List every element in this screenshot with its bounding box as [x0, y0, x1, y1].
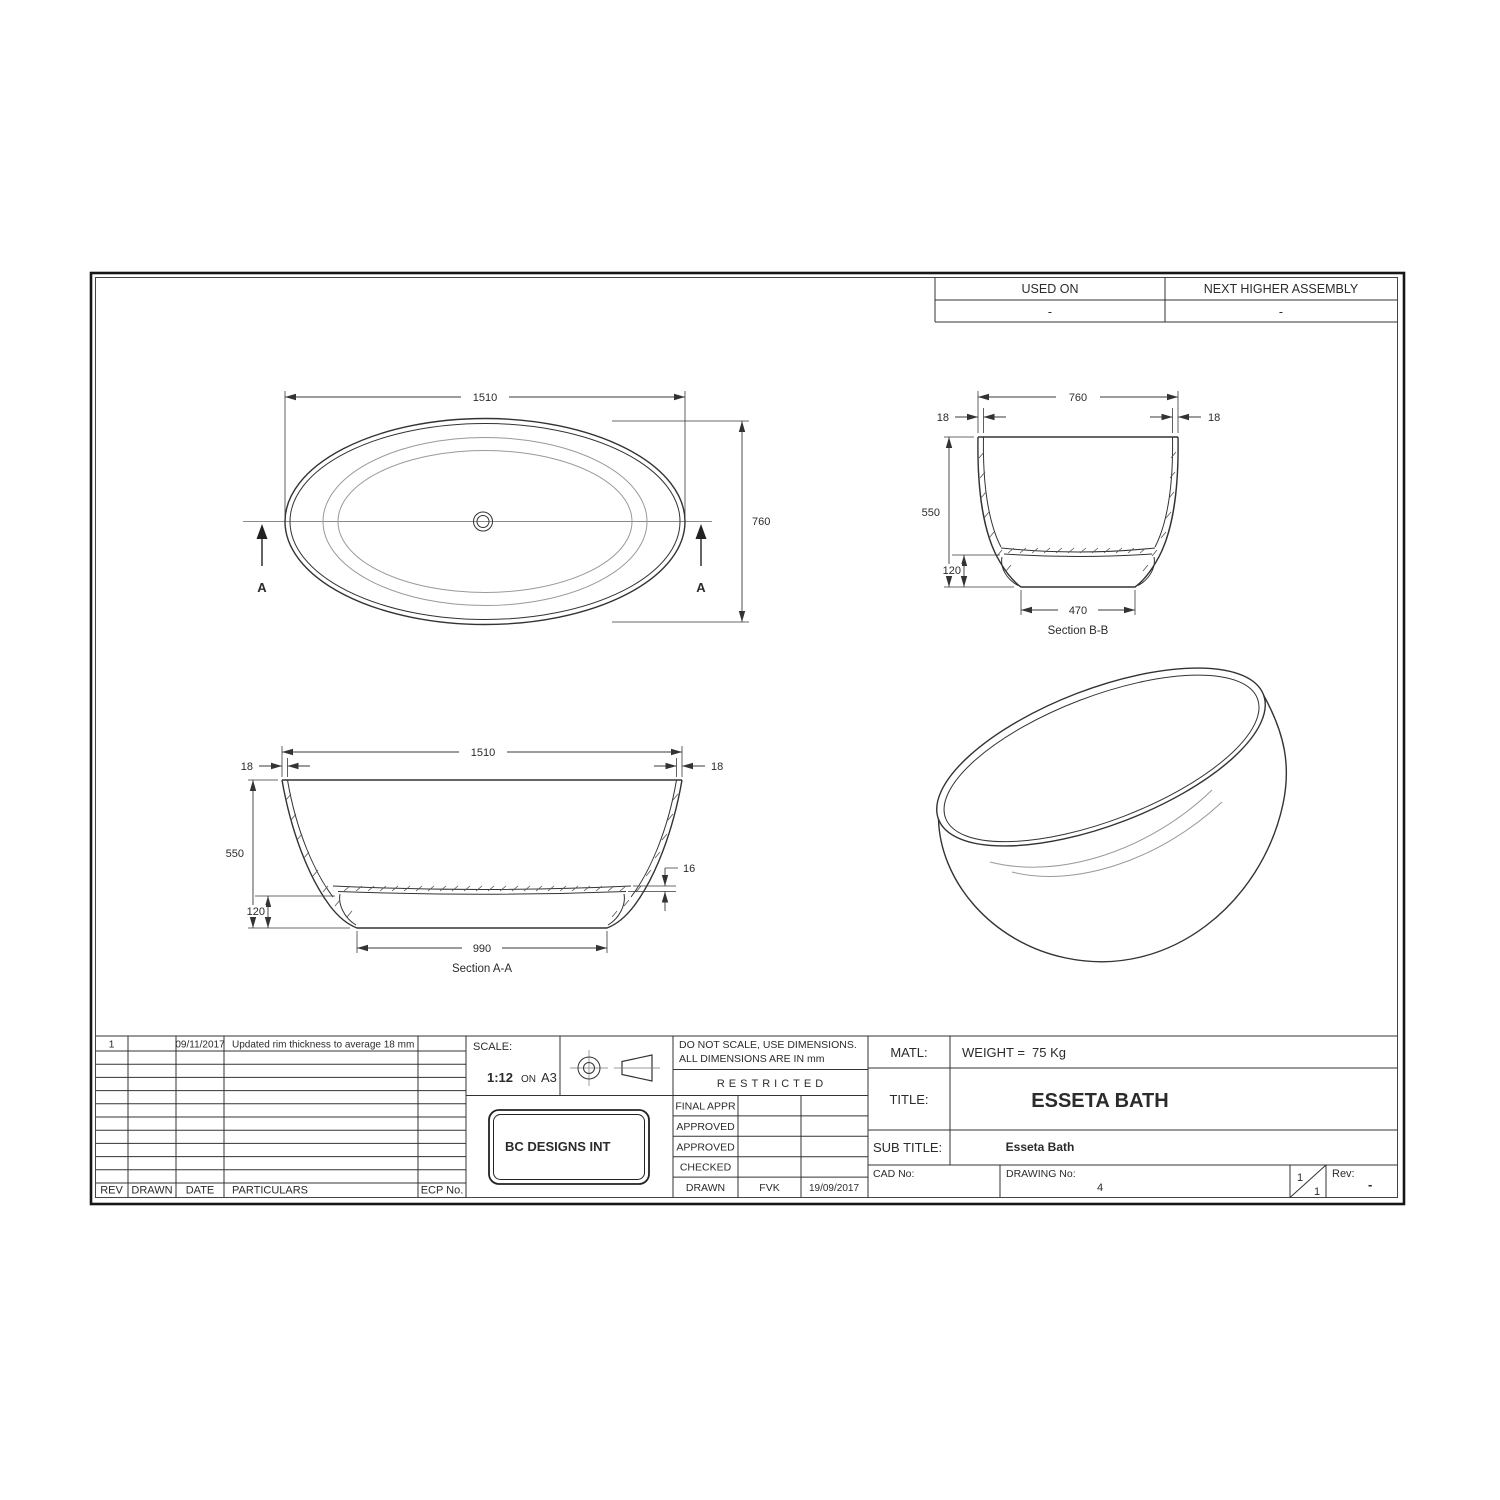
title-rows — [873, 1090, 1169, 1155]
aa-wall-hatching — [286, 794, 678, 917]
drawing-subtitle: Esseta Bath — [1005, 1140, 1075, 1154]
used-on-header: USED ON — [1021, 282, 1079, 296]
bb-base-recess — [1002, 557, 1155, 586]
first-angle-projection-icon — [570, 1050, 660, 1086]
section-bb-label: Section B-B — [1047, 625, 1109, 637]
weight-label: WEIGHT = — [962, 1045, 1025, 1060]
next-higher-assembly-header: NEXT HIGHER ASSEMBLY — [1203, 282, 1359, 296]
section-aa-label: Section A-A — [451, 963, 513, 975]
rev-value: - — [1368, 1177, 1373, 1192]
notes-area — [679, 1039, 857, 1090]
bb-extension-lines — [944, 391, 1178, 615]
iso-body — [939, 695, 1287, 962]
section-marker-a-right: A — [696, 580, 706, 595]
section-aa-view — [226, 745, 724, 975]
drawing-title: ESSETA BATH — [1031, 1090, 1169, 1112]
subtitle-label: SUB TITLE: — [873, 1140, 943, 1155]
aa-dim-length: 1510 — [470, 747, 496, 759]
section-bb-view — [922, 390, 1221, 637]
section-arrow-head — [696, 524, 707, 539]
bb-floor-bottom — [1004, 554, 1152, 557]
drawn-by-value: FVK — [759, 1182, 780, 1195]
drawn-date-value: 19/09/2017 — [808, 1183, 860, 1195]
aa-outer-profile — [282, 780, 682, 928]
plan-extension-lines — [285, 391, 749, 622]
note-line2: ALL DIMENSIONS ARE IN mm — [679, 1053, 825, 1065]
used-on-table — [935, 278, 1398, 323]
revision-header-date: DATE — [185, 1184, 215, 1197]
checked-label: CHECKED — [679, 1161, 732, 1174]
note-line1: DO NOT SCALE, USE DIMENSIONS. — [679, 1039, 857, 1051]
iso-rim-outer — [914, 631, 1288, 883]
revision-header-rev: REV — [100, 1184, 123, 1197]
title-block — [96, 1036, 1398, 1198]
drawing-no-label: DRAWING No: — [1006, 1168, 1076, 1180]
bb-inner-wall-left — [983, 437, 1001, 547]
bb-outer-profile — [978, 437, 1178, 587]
revision-header-ecp: ECP No. — [420, 1184, 464, 1197]
approvals-table — [675, 1101, 859, 1195]
bb-dim-base-width: 470 — [1068, 605, 1088, 617]
cad-no-label: CAD No: — [873, 1168, 915, 1180]
section-cut-arrow-right — [696, 524, 707, 595]
weight-value: 75 Kg — [1032, 1045, 1066, 1060]
aa-inner-wall-right — [631, 780, 677, 897]
isometric-view — [914, 631, 1288, 962]
matl-label: MATL: — [890, 1045, 928, 1060]
bb-dim-wall-left: 18 — [936, 412, 949, 424]
scale-paper: A3 — [541, 1070, 557, 1085]
revision-row-rev: 1 — [108, 1038, 115, 1051]
bb-dim-height: 550 — [921, 507, 940, 519]
bb-dim-width: 760 — [1068, 392, 1088, 404]
drawing-no-value: 4 — [1096, 1182, 1104, 1194]
scale-box — [473, 1041, 660, 1086]
bb-dim-wall-right: 18 — [1208, 412, 1221, 424]
iso-rim — [914, 631, 1288, 883]
aa-dim-wall-left: 18 — [240, 761, 253, 773]
iso-rim-inner — [923, 641, 1279, 876]
material-row — [890, 1045, 1066, 1060]
restricted-label: RESTRICTED — [716, 1078, 828, 1090]
aa-floor-bottom — [338, 892, 626, 895]
number-row — [873, 1165, 1372, 1198]
aa-inner-wall-left — [288, 780, 334, 897]
aa-dim-floor-thickness: 16 — [683, 863, 696, 875]
aa-dim-base-width: 990 — [472, 943, 492, 955]
plan-view — [243, 390, 770, 625]
section-arrow-head — [257, 524, 268, 539]
bb-dim-base-height: 120 — [942, 565, 961, 577]
sheet-number: 1 — [1296, 1172, 1304, 1184]
next-higher-assembly-value: - — [1278, 305, 1284, 319]
section-marker-a-left: A — [257, 580, 267, 595]
sheet-total: 1 — [1313, 1186, 1321, 1198]
approved1-label: APPROVED — [676, 1120, 735, 1133]
section-cut-arrow-left — [257, 524, 268, 595]
plan-dim-width: 760 — [752, 516, 771, 528]
revision-row-date: 09/11/2017 — [175, 1039, 225, 1051]
title-label: TITLE: — [889, 1092, 929, 1107]
iso-interior-curve2 — [1012, 802, 1222, 876]
bb-wall-hatching — [979, 452, 1176, 571]
aa-dim-base-height: 120 — [246, 906, 265, 918]
aa-base-recess — [340, 894, 625, 925]
aa-dim-wall-right: 18 — [711, 761, 724, 773]
rev-label: Rev: — [1332, 1168, 1355, 1180]
logo-text: BC DESIGNS INT — [505, 1139, 611, 1154]
revision-header-drawn: DRAWN — [131, 1184, 173, 1197]
scale-label: SCALE: — [473, 1041, 513, 1053]
bb-inner-wall-right — [1155, 437, 1173, 547]
revision-row-particulars: Updated rim thickness to average 18 mm — [232, 1039, 415, 1051]
aa-dim-height: 550 — [225, 848, 244, 860]
scale-on: ON — [521, 1074, 536, 1085]
approved2-label: APPROVED — [676, 1141, 735, 1154]
company-logo — [489, 1110, 649, 1184]
revision-header-particulars: PARTICULARS — [232, 1184, 309, 1197]
sheet-box-diagonal — [1290, 1165, 1326, 1198]
used-on-value: - — [1047, 305, 1053, 319]
final-appr-label: FINAL APPR — [675, 1100, 736, 1113]
plan-dim-length: 1510 — [472, 392, 498, 404]
drawn-label: DRAWN — [685, 1182, 726, 1195]
scale-value: 1:12 — [487, 1070, 514, 1085]
